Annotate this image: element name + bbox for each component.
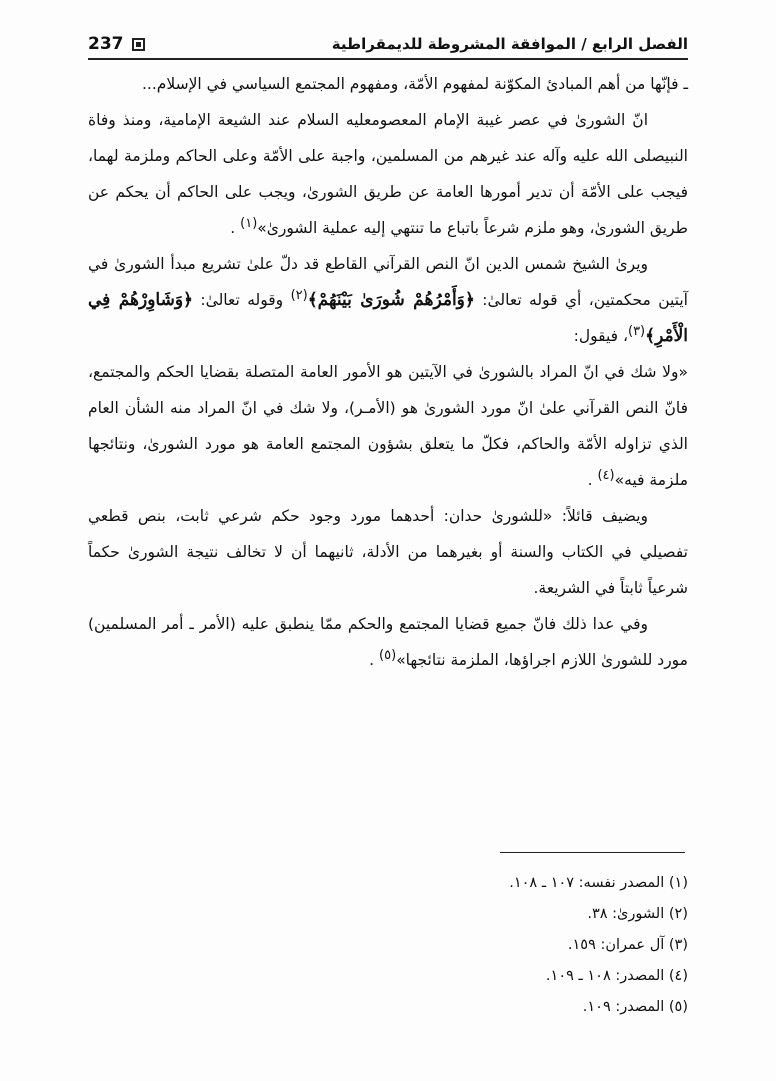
footnote-divider	[500, 852, 685, 853]
paragraph-5: ويضيف قائلاً: «للشورىٰ حدان: أحدهما مورد وجود حكم شرعي ثابت، بنص قطعي تفصيلي في الكتاب والسنة أو بغيرهما من الأدلة، ثانيهما أن لا تخالف نتيجة الشورىٰ حكماً شرعياً ثابتاً في الشريعة.	[88, 507, 688, 597]
ref-5-dot: .	[369, 651, 375, 669]
quran-verse-2: ﴿وَشَاوِرْهُمْ فِي الْأَمْرِ﴾	[88, 290, 688, 346]
footnote-2: (٢) الشورىٰ: ٣٨.	[587, 906, 688, 922]
page-number-group	[88, 34, 145, 54]
main-text	[88, 66, 688, 678]
verse-2-intro: وقوله تعالىٰ:	[200, 291, 284, 309]
paragraph-4	[88, 354, 688, 498]
paragraph-6-text: وفي عدا ذلك فانّ جميع قضايا المجتمع والحكم ممّا ينطبق عليه (الأمر ـ أمر المسلمين) مورد للشورىٰ اللازم اجراؤها، الملزمة نتائجها»	[88, 615, 688, 669]
ref-5: (٥)	[379, 647, 397, 663]
running-header	[88, 30, 688, 60]
ref-1-dot: .	[230, 219, 236, 237]
paragraph-3-text: ويرىٰ الشيخ شمس الدين انّ النص القرآني القاطع قد دلّ علىٰ تشريع مبدأ الشورىٰ في آيتين محكمتين، أي قوله تعالىٰ:	[88, 255, 688, 309]
paragraph-1: ـ فإنّها من أهم المبادئ المكوّنة لمفهوم الأمّة، ومفهوم المجتمع السياسي في الإسلام...	[141, 75, 688, 93]
ref-4: (٤)	[597, 467, 615, 483]
footnote-1: (١) المصدر نفسه: ١٠٧ ـ ١٠٨.	[509, 875, 688, 891]
ref-4-dot: .	[587, 471, 593, 489]
paragraph-4-text: «ولا شك في انّ المراد بالشورىٰ في الآيتين هو الأمور العامة المتصلة بقضايا الحكم والمجتمع، فانّ النص القرآني علىٰ انّ مورد الشورىٰ هو (الأمـر)، ولا شك في انّ المراد منه الشأن العام الذي تزاوله الأمّة والحاكم، فكلّ ما يتعلق بشؤون المجتمع العامة هو مورد الشورىٰ، ونتائجها ملزمة فيه»	[88, 363, 688, 489]
footnote-5: (٥) المصدر: ١٠٩.	[582, 999, 688, 1015]
footnote-3: (٣) آل عمران: ١٥٩.	[567, 937, 688, 953]
ref-3: (٣)	[627, 323, 646, 339]
footnote-4: (٤) المصدر: ١٠٨ ـ ١٠٩.	[545, 968, 688, 984]
ref-1: (١)	[240, 215, 258, 231]
paragraph-6	[88, 606, 688, 678]
quran-verse-1: ﴿وَأَمْرُهُمْ شُورَىٰ بَيْنَهُمْ﴾	[307, 290, 475, 310]
chapter-title: الفصل الرابع / الموافقة المشروطة للديمقراطية	[331, 35, 688, 53]
paragraph-3	[88, 246, 688, 354]
square-ornament-icon	[132, 38, 145, 51]
ref-2: (٢)	[290, 287, 308, 303]
footnotes	[88, 868, 688, 1023]
verse-2-after: ، فيقول:	[573, 327, 628, 345]
paragraph-2	[88, 102, 688, 246]
paragraph-2-text: انّ الشورىٰ في عصر غيبة الإمام المعصومعليه السلام عند الشيعة الإمامية، ومنذ وفاة النبيصلى الله عليه وآله عند غيرهم من المسلمين، واجبة على الأمّة وعلى الحاكم وملزمة لهما، فيجب على الأمّة أن تدير أمورها العامة عن طريق الشورىٰ، ويجب على الحاكم أن يحكم عن طريق الشورىٰ، وهو ملزم شرعاً باتباع ما تنتهي إليه عملية الشورىٰ»	[88, 111, 688, 237]
page-number: 237	[88, 34, 124, 54]
